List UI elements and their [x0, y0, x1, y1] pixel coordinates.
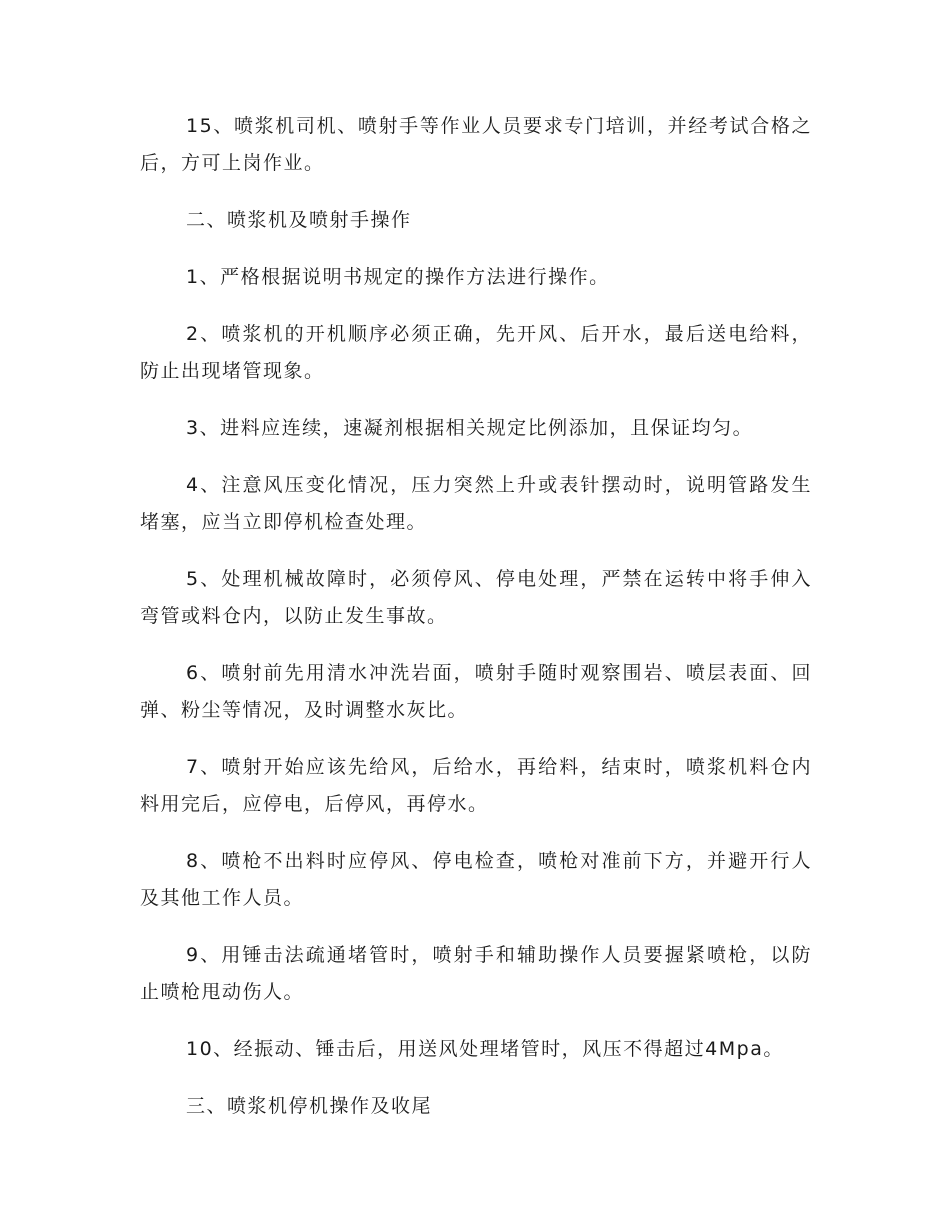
paragraph-item-3: 3、进料应连续，速凝剂根据相关规定比例添加，且保证均匀。 [186, 417, 754, 439]
paragraph-item-2: 2、喷浆机的开机顺序必须正确，先开风、后开水，最后送电给料，防止出现堵管现象。 [140, 323, 812, 382]
paragraph-item-5: 5、处理机械故障时，必须停风、停电处理，严禁在运转中将手伸入弯管或料仓内，以防止发生事故。 [140, 568, 812, 627]
document-body [140, 108, 812, 1145]
paragraph-item-9: 9、用锤击法疏通堵管时，喷射手和辅助操作人员要握紧喷枪，以防止喷枪甩动伤人。 [140, 944, 812, 1003]
paragraph-item-1: 1、严格根据说明书规定的操作方法进行操作。 [186, 266, 610, 288]
paragraph-item-6: 6、喷射前先用清水冲洗岩面，喷射手随时观察围岩、喷层表面、回弹、粉尘等情况，及时调整水灰比。 [140, 662, 812, 721]
paragraph-item-8: 8、喷枪不出料时应停风、停电检查，喷枪对准前下方，并避开行人及其他工作人员。 [140, 850, 812, 909]
paragraph-item-4: 4、注意风压变化情况，压力突然上升或表针摆动时，说明管路发生堵塞，应当立即停机检查处理。 [140, 474, 812, 533]
paragraph-item-15: 15、喷浆机司机、喷射手等作业人员要求专门培训，并经考试合格之后，方可上岗作业。 [140, 115, 812, 174]
section-heading-3: 三、喷浆机停机操作及收尾 [186, 1095, 433, 1117]
paragraph-item-7: 7、喷射开始应该先给风，后给水，再给料，结束时，喷浆机料仓内料用完后，应停电，后停风，再停水。 [140, 756, 812, 815]
paragraph-item-10: 10、经振动、锤击后，用送风处理堵管时，风压不得超过4Mpa。 [186, 1038, 784, 1060]
section-heading-2: 二、喷浆机及喷射手操作 [186, 209, 412, 231]
